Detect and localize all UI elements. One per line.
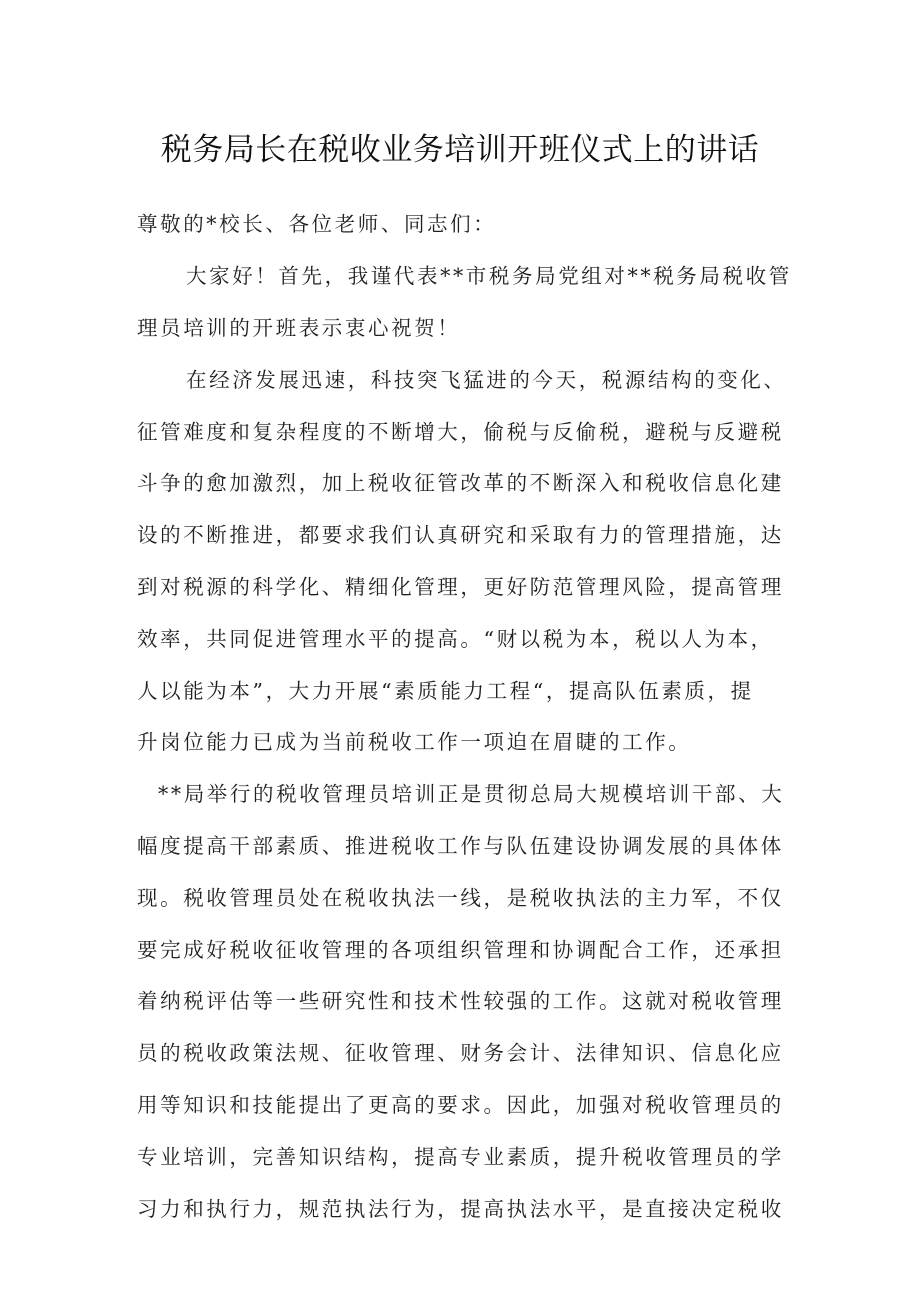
body-line: 习力和执行力，规范执法行为，提高执法水平，是直接决定税收 xyxy=(137,1197,784,1221)
body-line: 专业培训，完善知识结构，提高专业素质，提升税收管理员的学 xyxy=(137,1145,784,1169)
body-line: **局举行的税收管理员培训正是贯彻总局大规模培训干部、大 xyxy=(158,782,785,806)
body-line: 人以能为本”，大力开展“素质能力工程“，提高队伍素质，提 xyxy=(137,679,754,703)
salutation-line: 尊敬的*校长、各位老师、同志们： xyxy=(137,212,497,236)
body-line: 理员培训的开班表示衷心祝贺！ xyxy=(137,316,461,340)
body-line: 大家好！首先，我谨代表**市税务局党组对**税务局税收管 xyxy=(186,264,792,288)
body-line: 设的不断推进，都要求我们认真研究和采取有力的管理措施，达 xyxy=(137,523,784,547)
body-line: 幅度提高干部素质、推进税收工作与队伍建设协调发展的具体体 xyxy=(137,834,784,858)
body-line: 在经济发展迅速，科技突飞猛进的今天，税源结构的变化、 xyxy=(186,368,787,392)
body-line: 到对税源的科学化、精细化管理，更好防范管理风险，提高管理 xyxy=(137,575,784,599)
body-line: 着纳税评估等一些研究性和技术性较强的工作。这就对税收管理 xyxy=(137,989,784,1013)
body-line: 征管难度和复杂程度的不断增大，偷税与反偷税，避税与反避税 xyxy=(137,420,784,444)
body-line: 员的税收政策法规、征收管理、财务会计、法律知识、信息化应 xyxy=(137,1041,784,1065)
body-line: 效率，共同促进管理水平的提高。“财以税为本，税以人为本， xyxy=(137,627,774,651)
body-line: 斗争的愈加激烈，加上税收征管改革的不断深入和税收信息化建 xyxy=(137,471,784,495)
body-line: 升岗位能力已成为当前税收工作一项迫在眉睫的工作。 xyxy=(137,730,692,754)
body-line: 现。税收管理员处在税收执法一线，是税收执法的主力军，不仅 xyxy=(137,886,784,910)
body-line: 用等知识和技能提出了更高的要求。因此，加强对税收管理员的 xyxy=(137,1093,784,1117)
body-line: 要完成好税收征收管理的各项组织管理和协调配合工作，还承担 xyxy=(137,938,784,962)
document-title: 税务局长在税收业务培训开班仪式上的讲话 xyxy=(160,132,760,168)
